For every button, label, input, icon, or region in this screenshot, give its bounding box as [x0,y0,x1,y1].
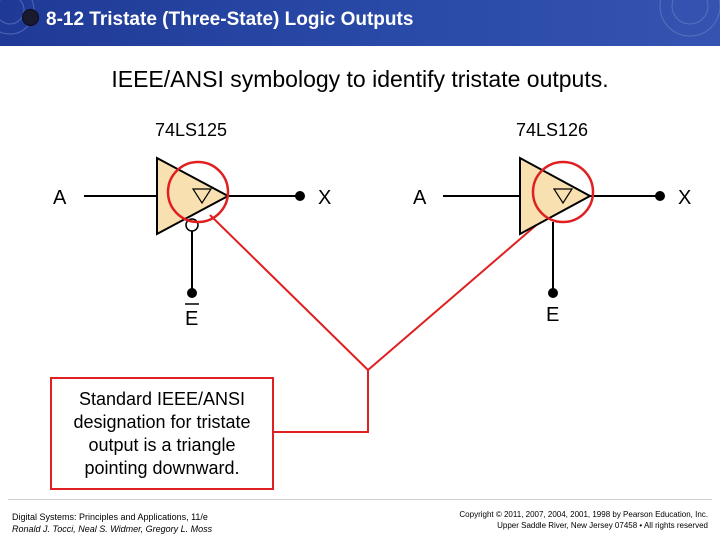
left-enable-label: E [185,308,199,330]
slide-title: 8-12 Tristate (Three-State) Logic Outputs [46,9,414,30]
right-output-label: X [678,187,692,209]
footer-left [12,511,212,535]
right-output-dot [655,191,665,201]
left-gate-name: 74LS125 [155,120,228,140]
left-output-label: X [318,187,332,209]
right-gate-name: 74LS126 [516,120,589,140]
footer-copyright: Copyright © 2011, 2007, 2004, 2001, 1998 by Pearson Education, Inc. [459,510,708,519]
footer-authors: Ronald J. Tocci, Neal S. Widmer, Gregory L. Moss [12,524,213,534]
right-input-label: A [413,187,427,209]
left-gate [53,120,331,330]
callout-box [50,377,274,490]
footer-rights: Upper Saddle River, New Jersey 07458 • All rights reserved [497,521,708,530]
footer-divider [8,499,712,500]
right-enable-label: E [546,304,560,326]
callout-text: Standard IEEE/ANSI designation for tristate output is a triangle pointing downward. [73,388,251,478]
footer-book-title: Digital Systems: Principles and Applications, 11/e [12,512,208,522]
left-input-label: A [53,187,67,209]
footer-right [459,509,708,531]
left-output-dot [295,191,305,201]
slide-subtitle: IEEE/ANSI symbology to identify tristate outputs. [111,66,609,92]
right-buffer-triangle [520,158,590,234]
right-enable-dot [548,288,558,298]
left-enable-dot [187,288,197,298]
